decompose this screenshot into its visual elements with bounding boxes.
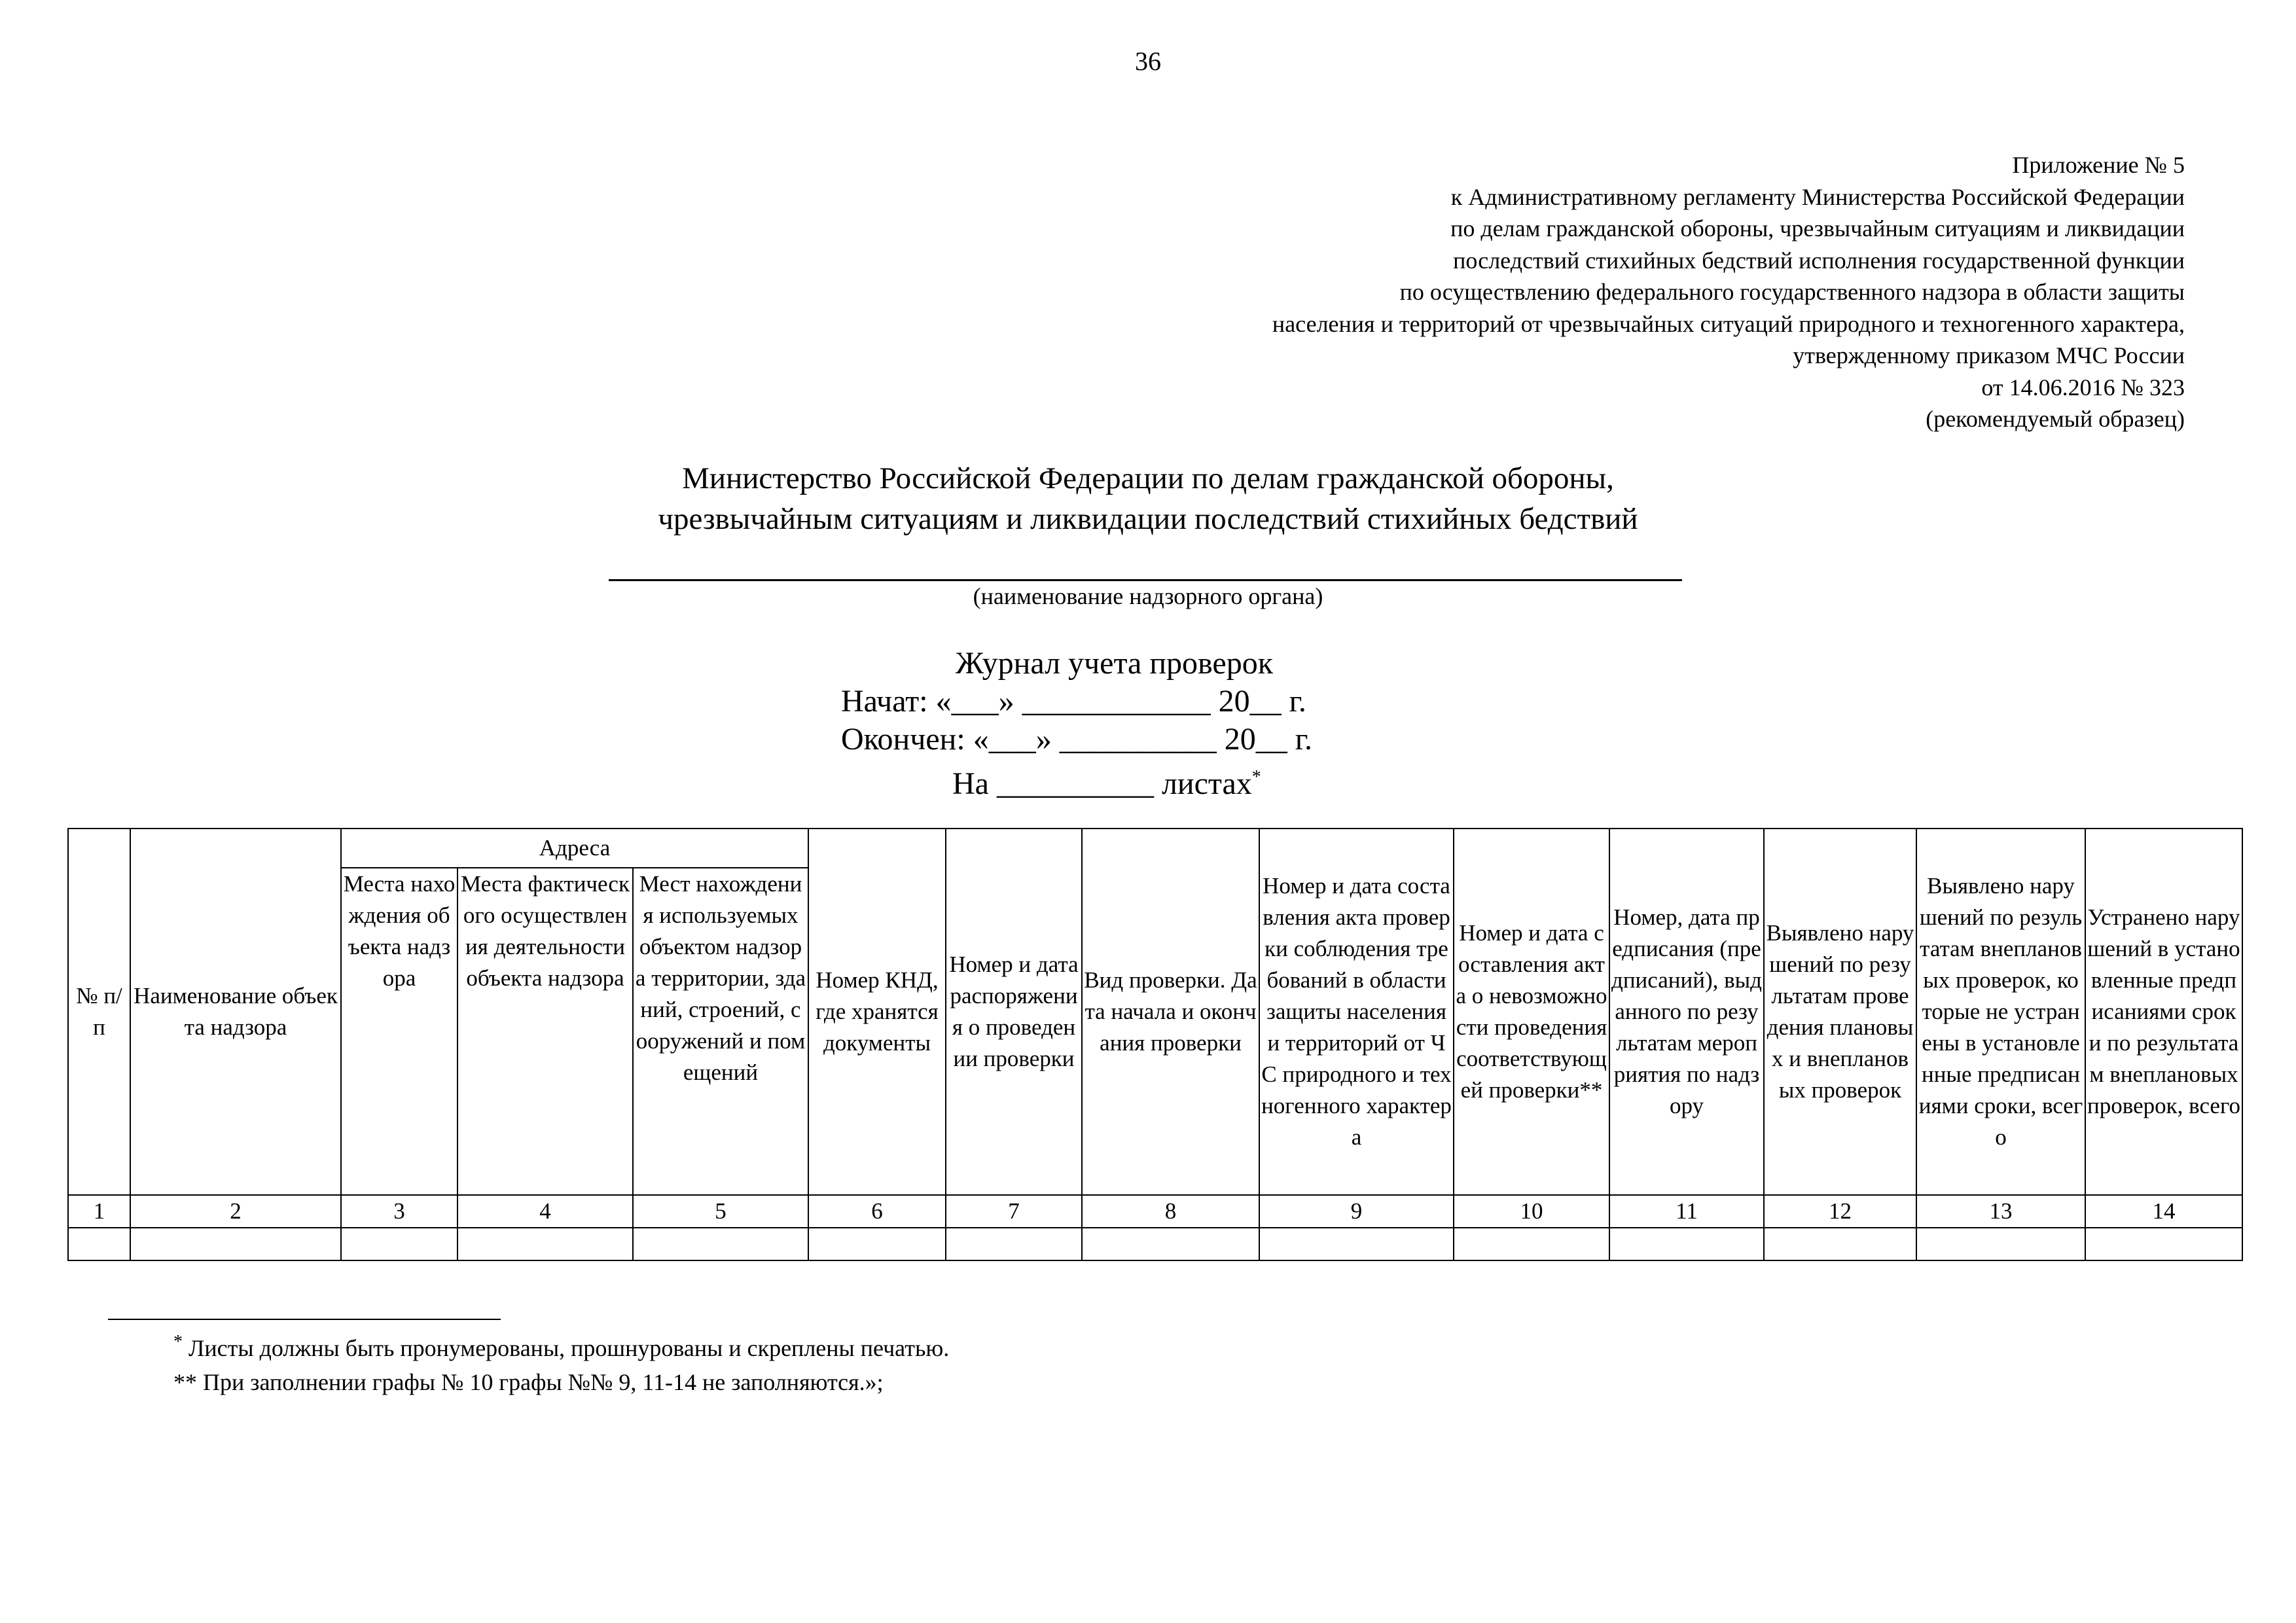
header-col-11: Номер, дата предписания (предписаний), выданного по результатам мероприятия по надзору	[1609, 829, 1764, 1195]
empty-cell[interactable]	[1916, 1228, 2085, 1260]
appendix-header	[1272, 149, 2185, 435]
journal-sheets	[841, 758, 1312, 803]
column-number: 8	[1082, 1195, 1259, 1228]
header-col-10: Номер и дата составления акта о невозможности проведения соответствующей проверки**	[1454, 829, 1609, 1195]
empty-cell[interactable]	[808, 1228, 946, 1260]
empty-cell[interactable]	[130, 1228, 341, 1260]
empty-cell[interactable]	[1259, 1228, 1454, 1260]
column-number: 1	[68, 1195, 130, 1228]
empty-cell[interactable]	[1082, 1228, 1259, 1260]
header-col-12: Выявлено нарушений по результатам проведения плановых и внеплановых проверок	[1764, 829, 1916, 1195]
column-number: 7	[946, 1195, 1082, 1228]
column-number: 14	[2085, 1195, 2242, 1228]
footnote-1-mark: *	[173, 1332, 183, 1352]
journal-title: Журнал учета проверок	[956, 646, 1274, 681]
appendix-line: последствий стихийных бедствий исполнения государственной функции	[1453, 247, 2185, 274]
header-col-6: Номер КНД, где хранятся документы	[808, 829, 946, 1195]
column-number: 9	[1259, 1195, 1454, 1228]
empty-cell[interactable]	[68, 1228, 130, 1260]
empty-cell[interactable]	[2085, 1228, 2242, 1260]
appendix-line: по делам гражданской обороны, чрезвычайным ситуациям и ликвидации	[1450, 215, 2185, 241]
column-number: 12	[1764, 1195, 1916, 1228]
column-number-row	[68, 1195, 2242, 1228]
header-col-13: Выявлено нарушений по результатам внеплановых проверок, которые не устранены в установленные предписаниями сроки, всего	[1916, 829, 2085, 1195]
header-col-7: Номер и дата распоряжения о проведении проверки	[946, 829, 1082, 1195]
footnote-2: ** При заполнении графы № 10 графы №№ 9, 11-14 не заполняются.»;	[173, 1369, 884, 1395]
appendix-line: по осуществлению федерального государственного надзора в области защиты	[1399, 279, 2185, 305]
page-number: 36	[1135, 46, 1161, 76]
header-col-4: Места фактического осуществления деятельности объекта надзора	[457, 868, 633, 1195]
column-number: 5	[633, 1195, 808, 1228]
ministry-line-2: чрезвычайным ситуациям и ликвидации последствий стихийных бедствий	[658, 502, 1638, 536]
empty-cell[interactable]	[457, 1228, 633, 1260]
column-number: 3	[341, 1195, 457, 1228]
footnote-1-text: Листы должны быть пронумерованы, прошнурованы и скреплены печатью.	[183, 1335, 950, 1361]
agency-caption: (наименование надзорного органа)	[973, 583, 1323, 609]
column-number: 2	[130, 1195, 341, 1228]
column-number: 11	[1609, 1195, 1764, 1228]
header-col-1: № п/п	[68, 829, 130, 1195]
inspection-log-table	[67, 828, 2243, 1261]
empty-cell[interactable]	[341, 1228, 457, 1260]
empty-cell[interactable]	[1454, 1228, 1609, 1260]
header-col-9: Номер и дата составления акта проверки соблюдения требований в области защиты населения и территорий от ЧС природного и техногенного характера	[1259, 829, 1454, 1195]
journal-heading	[841, 645, 1312, 803]
header-col-8: Вид проверки. Дата начала и окончания проверки	[1082, 829, 1259, 1195]
footnote-1	[173, 1325, 949, 1365]
appendix-line: от 14.06.2016 № 323	[1981, 374, 2185, 401]
appendix-line: (рекомендуемый образец)	[1926, 406, 2185, 432]
column-number: 4	[457, 1195, 633, 1228]
header-col-3: Места нахождения объекта надзора	[341, 868, 457, 1195]
ministry-title	[0, 458, 2296, 539]
empty-cell[interactable]	[633, 1228, 808, 1260]
appendix-line: Приложение № 5	[2012, 152, 2185, 178]
appendix-line: утвержденному приказом МЧС России	[1793, 342, 2185, 368]
footnote-separator	[108, 1319, 501, 1320]
header-col-2: Наименование объекта надзора	[130, 829, 341, 1195]
journal-sheets-mark: *	[1251, 767, 1261, 787]
empty-cell[interactable]	[1764, 1228, 1916, 1260]
column-number: 10	[1454, 1195, 1609, 1228]
header-col-14: Устранено нарушений в установленные предписаниями сроки по результатам внеплановых проверок, всего	[2085, 829, 2242, 1195]
ministry-line-1: Министерство Российской Федерации по делам гражданской обороны,	[682, 461, 1614, 495]
appendix-line: к Административному регламенту Министерства Российской Федерации	[1450, 183, 2185, 210]
empty-cell[interactable]	[1609, 1228, 1764, 1260]
agency-name-line	[609, 579, 1682, 581]
header-col-5: Мест нахождения используемых объектом надзора территории, зданий, строений, сооружений и помещений	[633, 868, 808, 1195]
header-addresses-group: Адреса	[341, 829, 808, 868]
journal-started: Начат: «___» ____________ 20__ г.	[841, 684, 1306, 719]
column-number: 6	[808, 1195, 946, 1228]
empty-entry-row	[68, 1228, 2242, 1260]
empty-cell[interactable]	[946, 1228, 1082, 1260]
footnotes	[173, 1325, 949, 1399]
journal-finished: Окончен: «___» __________ 20__ г.	[841, 722, 1312, 757]
journal-sheets-text: На __________ листах	[952, 766, 1252, 801]
column-number: 13	[1916, 1195, 2085, 1228]
appendix-line: населения и территорий от чрезвычайных ситуаций природного и техногенного характера,	[1272, 310, 2185, 337]
